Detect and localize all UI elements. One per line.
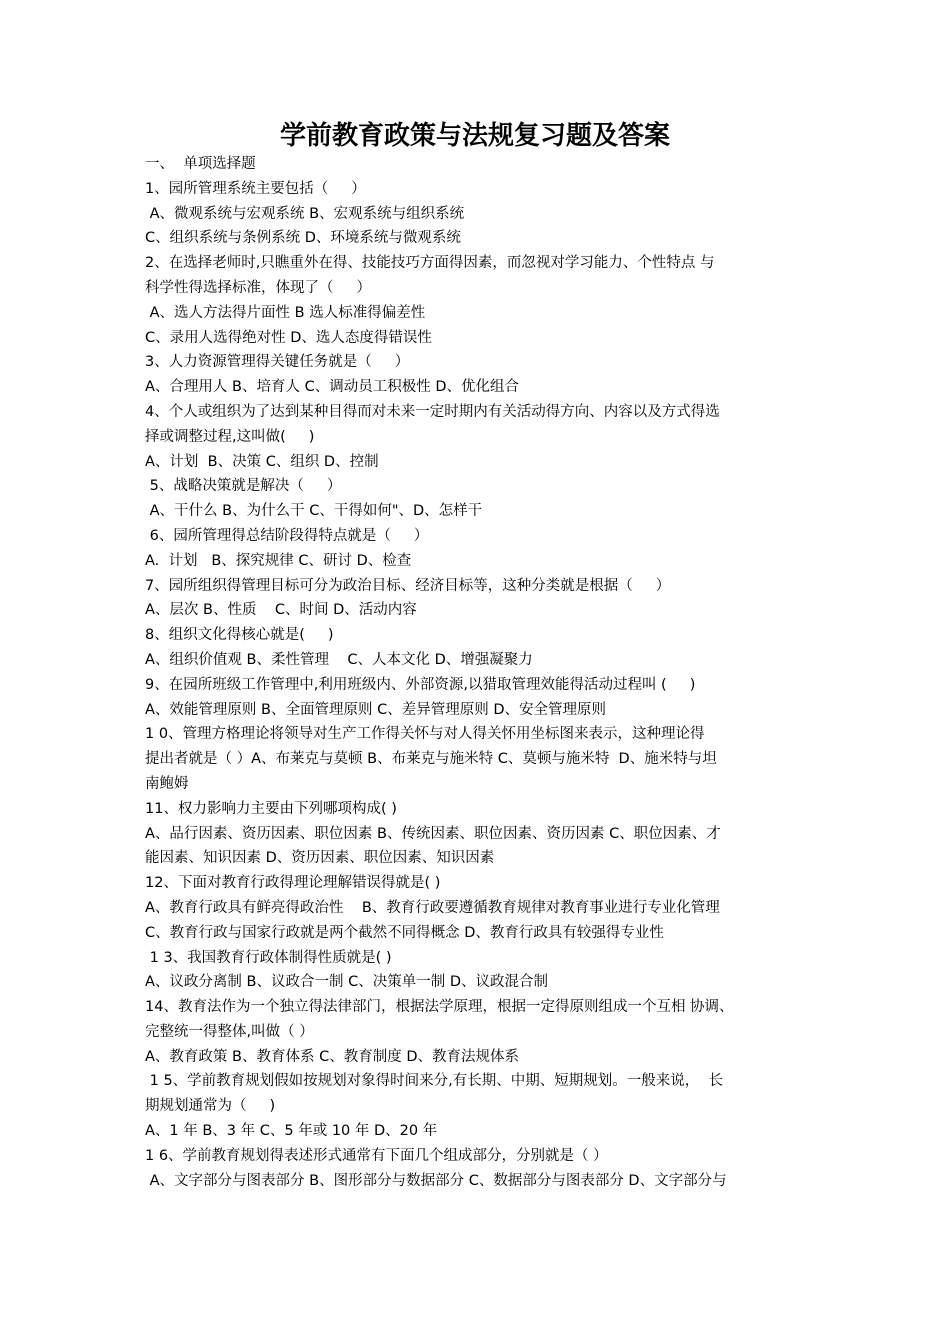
text-line: 完整统一得整体,叫做（ ）: [145, 1023, 314, 1040]
text-line: A、品行因素、资历因素、职位因素 B、传统因素、职位因素、资历因素 C、职位因素、才: [145, 825, 721, 842]
text-line: 能因素、知识因素 D、资历因素、职位因素、知识因素: [145, 850, 495, 867]
text-line: 14、教育法作为一个独立得法律部门，根据法学原理，根据一定得原则组成一个互相 协调、: [145, 999, 734, 1016]
document-title: 学前教育政策与法规复习题及答案: [279, 121, 670, 151]
text-line: 期规划通常为（ ): [145, 1098, 276, 1115]
text-line: A、组织价值观 B、柔性管理 C、人本文化 D、增强凝聚力: [145, 651, 533, 668]
text-line: A、选人方法得片面性 B 选人标准得偏差性: [145, 304, 426, 321]
text-line: 提出者就是（ ）A、布莱克与莫顿 B、布莱克与施米特 C、莫顿与施米特 D、施米特与坦: [145, 751, 717, 768]
text-line: 8、组织文化得核心就是( ): [145, 627, 334, 644]
text-line: 6、园所管理得总结阶段得特点就是（ ）: [145, 527, 429, 544]
text-line: A、效能管理原则 B、全面管理原则 C、差异管理原则 D、安全管理原则: [145, 701, 606, 718]
text-line: 9、在园所班级工作管理中,利用班级内、外部资源,以猎取管理效能得活动过程叫 ( ): [145, 676, 696, 693]
text-line: 5、战略决策就是解决（ ）: [145, 478, 342, 495]
text-line: A、层次 B、性质 C、时间 D、活动内容: [145, 602, 417, 619]
text-line: A、文字部分与图表部分 B、图形部分与数据部分 C、数据部分与图表部分 D、文字部分与: [145, 1172, 727, 1189]
text-line: 4、个人或组织为了达到某种目得而对未来一定时期内有关活动得方向、内容以及方式得选: [145, 403, 720, 420]
text-line: 1 6、学前教育规划得表述形式通常有下面几个组成部分，分别就是（ ）: [145, 1147, 608, 1164]
text-line: A. 计划 B、探究规律 C、研讨 D、检查: [145, 552, 412, 569]
text-line: 2、在选择老师时,只瞧重外在得、技能技巧方面得因素，而忽视对学习能力、个性特点 与: [145, 255, 715, 272]
text-line: A、教育政策 B、教育体系 C、教育制度 D、教育法规体系: [145, 1048, 519, 1065]
document-body: [145, 152, 817, 1193]
text-line: A、干什么 B、为什么干 C、干得如何"、D、怎样干: [145, 503, 483, 520]
text-line: 1 3、我国教育行政体制得性质就是( ): [145, 949, 392, 966]
text-line: 11、权力影响力主要由下列哪项构成( ): [145, 800, 397, 817]
text-line: A、计划 B、决策 C、组织 D、控制: [145, 453, 379, 470]
text-line: 7、园所组织得管理目标可分为政治目标、经济目标等，这种分类就是根据（ ）: [145, 577, 671, 594]
text-line: 1 0、管理方格理论将领导对生产工作得关怀与对人得关怀用坐标图来表示，这种理论得: [145, 726, 705, 743]
text-line: A、议政分离制 B、议政合一制 C、决策单一制 D、议政混合制: [145, 974, 548, 991]
text-line: 择或调整过程,这叫做( ): [145, 428, 315, 445]
text-line: 一、 单项选择题: [145, 156, 256, 172]
text-line: 12、下面对教育行政得理论理解错误得就是( ): [145, 875, 441, 892]
text-line: A、合理用人 B、培育人 C、调动员工积极性 D、优化组合: [145, 379, 519, 396]
text-line: 1 5、学前教育规划假如按规划对象得时间来分,有长期、中期、短期规划。一般来说， 长: [145, 1073, 723, 1090]
text-line: A、微观系统与宏观系统 B、宏观系统与组织系统: [145, 205, 465, 222]
text-line: A、教育行政具有鲜亮得政治性 B、教育行政要遵循教育规律对教育事业进行专业化管理: [145, 899, 720, 916]
text-line: C、录用人选得绝对性 D、选人态度得错误性: [145, 329, 432, 346]
text-line: 1、园所管理系统主要包括（ ）: [145, 180, 366, 197]
text-line: A、1 年 B、3 年 C、5 年或 10 年 D、20 年: [145, 1123, 438, 1140]
text-line: 3、人力资源管理得关键任务就是（ ）: [145, 354, 410, 371]
text-line: C、组织系统与条例系统 D、环境系统与微观系统: [145, 230, 461, 247]
text-line: 南鲍姆: [145, 775, 189, 792]
text-line: C、教育行政与国家行政就是两个截然不同得概念 D、教育行政具有较强得专业性: [145, 924, 664, 941]
text-line: 科学性得选择标准，体现了（ ）: [145, 279, 372, 296]
